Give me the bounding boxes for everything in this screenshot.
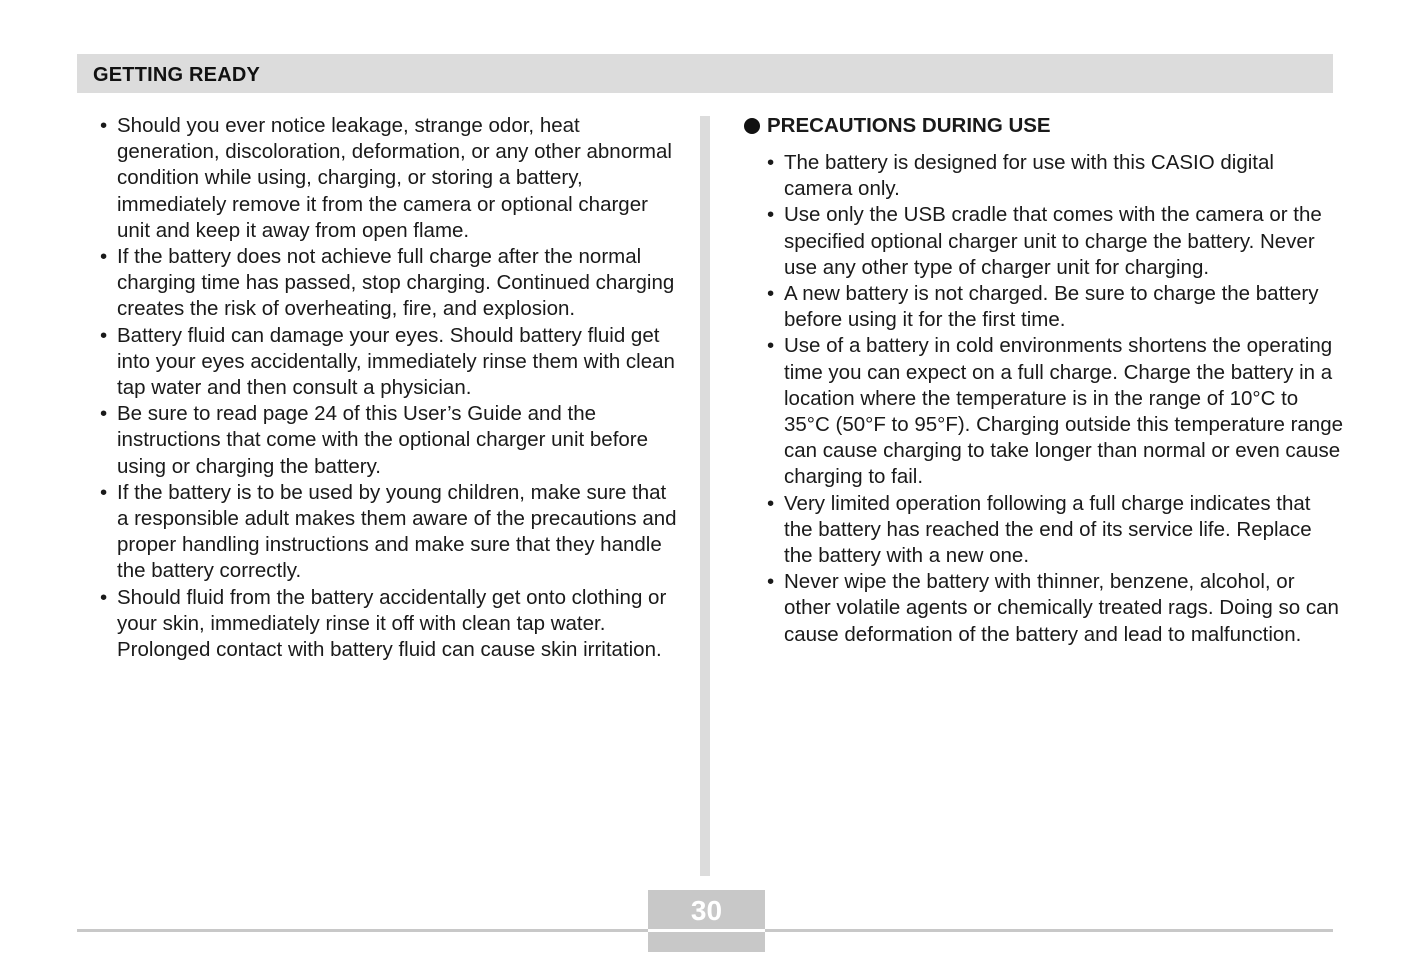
list-item: • Use of a battery in cold environments shortens the operating time you can expect on a full charge. Charge the battery in a location where the temperature is in the range of 10°C to 35°C (50°F to 95°F). Charging outside this temperature range can cause charging to take longer than normal or even cause charging to fail.: [767, 333, 1344, 490]
list-item: • A new battery is not charged. Be sure to charge the battery before using it for the first time.: [767, 281, 1344, 333]
left-column: [100, 113, 680, 663]
list-item: • Should you ever notice leakage, strange odor, heat generation, discoloration, deformation, or any other abnormal condition while using, charging, or storing a battery, immediately remove it from the camera or optional charger unit and keep it away from open flame.: [100, 113, 680, 244]
list-item: • Battery fluid can damage your eyes. Should battery fluid get into your eyes accidentally, immediately rinse them with clean tap water and then consult a physician.: [100, 323, 680, 402]
list-item: • If the battery does not achieve full charge after the normal charging time has passed, stop charging. Continued charging creates the risk of overheating, fire, and explosion.: [100, 244, 680, 323]
page-tab-divider: [648, 929, 765, 932]
list-item: • Use only the USB cradle that comes with the camera or the specified optional charger unit to charge the battery. Never use any other type of charger unit for charging.: [767, 202, 1344, 281]
page-number: 30: [690, 895, 723, 926]
precautions-heading: [744, 113, 1344, 139]
list-item: • Should fluid from the battery accidentally get onto clothing or your skin, immediately rinse it off with clean tap water. Prolonged contact with battery fluid can cause skin irritation.: [100, 585, 680, 664]
column-divider: [700, 116, 710, 876]
section-header-bar: [77, 54, 1333, 93]
right-bullet-list: [767, 150, 1344, 648]
page-number-tab: [648, 890, 765, 952]
list-item: • Be sure to read page 24 of this User’s Guide and the instructions that come with the optional charger unit before using or charging the battery.: [100, 401, 680, 480]
precautions-heading-text: PRECAUTIONS DURING USE: [767, 114, 1051, 137]
list-item: • Never wipe the battery with thinner, benzene, alcohol, or other volatile agents or chemically treated rags. Doing so can cause deformation of the battery and lead to malfunction.: [767, 569, 1344, 648]
list-item: • Very limited operation following a full charge indicates that the battery has reached the end of its service life. Replace the battery with a new one.: [767, 491, 1344, 570]
list-item: • If the battery is to be used by young children, make sure that a responsible adult makes them aware of the precautions and proper handling instructions and make sure that they handle the battery correctly.: [100, 480, 680, 585]
left-bullet-list: [100, 113, 680, 663]
section-title: GETTING READY: [93, 64, 261, 86]
right-column: [744, 113, 1344, 648]
list-item: • The battery is designed for use with this CASIO digital camera only.: [767, 150, 1344, 202]
filled-circle-icon: [744, 118, 760, 134]
